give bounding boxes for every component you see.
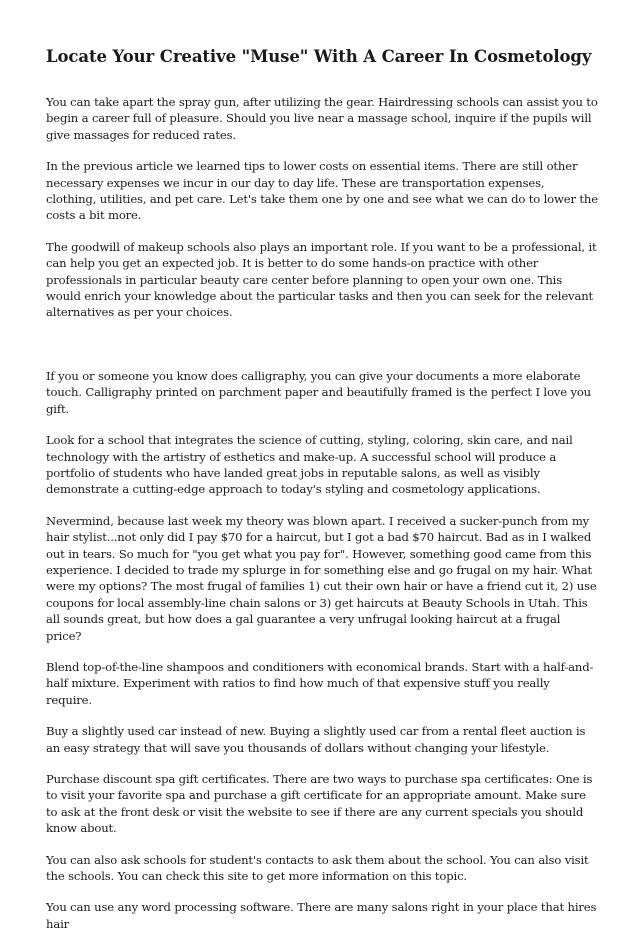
document-title: Locate Your Creative "Muse" With A Career In Cosmetology (46, 47, 592, 66)
paragraph: You can take apart the spray gun, after utilizing the gear. Hairdressing schools can assist you to begin a career full of pleasure. Should you live near a massage school, inquire if the pupils will give massages for reduced rates. (46, 95, 598, 142)
paragraph: If you or someone you know does calligraphy, you can give your documents a more elaborate touch. Calligraphy printed on parchment paper and beautifully framed is the perfect I love you gift. (46, 368, 591, 416)
document-body (46, 46, 598, 947)
paragraph: Blend top-of-the-line shampoos and conditioners with economical brands. Start with a half-and-half mixture. Experiment with ratios to find how much of that expensive stuff you really require. (46, 659, 594, 707)
paragraph: Look for a school that integrates the science of cutting, styling, coloring, skin care, and nail technology with the artistry of esthetics and make-up. A successful school will produce a portfolio of students who have landed great jobs in reputable salons, as well as visibly demonstrate a cutting-edge approach to today's styling and cosmetology applications. (46, 433, 573, 497)
paragraph: In the previous article we learned tips to lower costs on essential items. There are still other necessary expenses we incur in our day to day life. These are transportation expenses, clothing, utilities, and pet care. Let's take them one by one and see what we can do to lower the costs a bit more. (46, 159, 598, 223)
paragraph: Buy a slightly used car instead of new. Buying a slightly used car from a rental fleet auction is an easy strategy that will save you thousands of dollars without changing your lifestyle. (46, 724, 586, 755)
paragraph: You can use any word processing software. There are many salons right in your place that hires hair (46, 900, 597, 931)
paragraph: Purchase discount spa gift certificates. There are two ways to purchase spa certificates: One is to visit your favorite spa and purchase a gift certificate for an appropriate amount. Make sure to ask at the front desk or visit the website to see if there are any current specials you should know about. (46, 772, 593, 836)
blank-spacer (46, 336, 598, 368)
paragraph: The goodwill of makeup schools also plays an important role. If you want to be a professional, it can help you get an expected job. It is better to do some hands-on practice with other professionals in particular beauty care center before planning to open your own one. This would enrich your knowledge about the particular tasks and then you can seek for the relevant alternatives as per your choices. (46, 239, 597, 320)
paragraph: You can also ask schools for student's contacts to ask them about the school. You can also visit the schools. You can check this site to get more information on this topic. (46, 852, 589, 884)
paragraph: Nevermind, because last week my theory was blown apart. I received a sucker-punch from my hair stylist...not only did I pay $70 for a haircut, but I got a bad $70 haircut. Bad as in I walked out in tears. So much for "you get what you pay for". However, something good came from this experience. I decided to trade my splurge in for something else and go frugal on my hair. What were my options? The most frugal of families 1) cut their own hair or have a friend cut it, 2) use coupons for local assembly-line chain salons or 3) get haircuts at Beauty Schools in Utah. This all sounds great, but how does a gal guarantee a very unfrugal looking haircut at a frugal price? (46, 513, 597, 643)
